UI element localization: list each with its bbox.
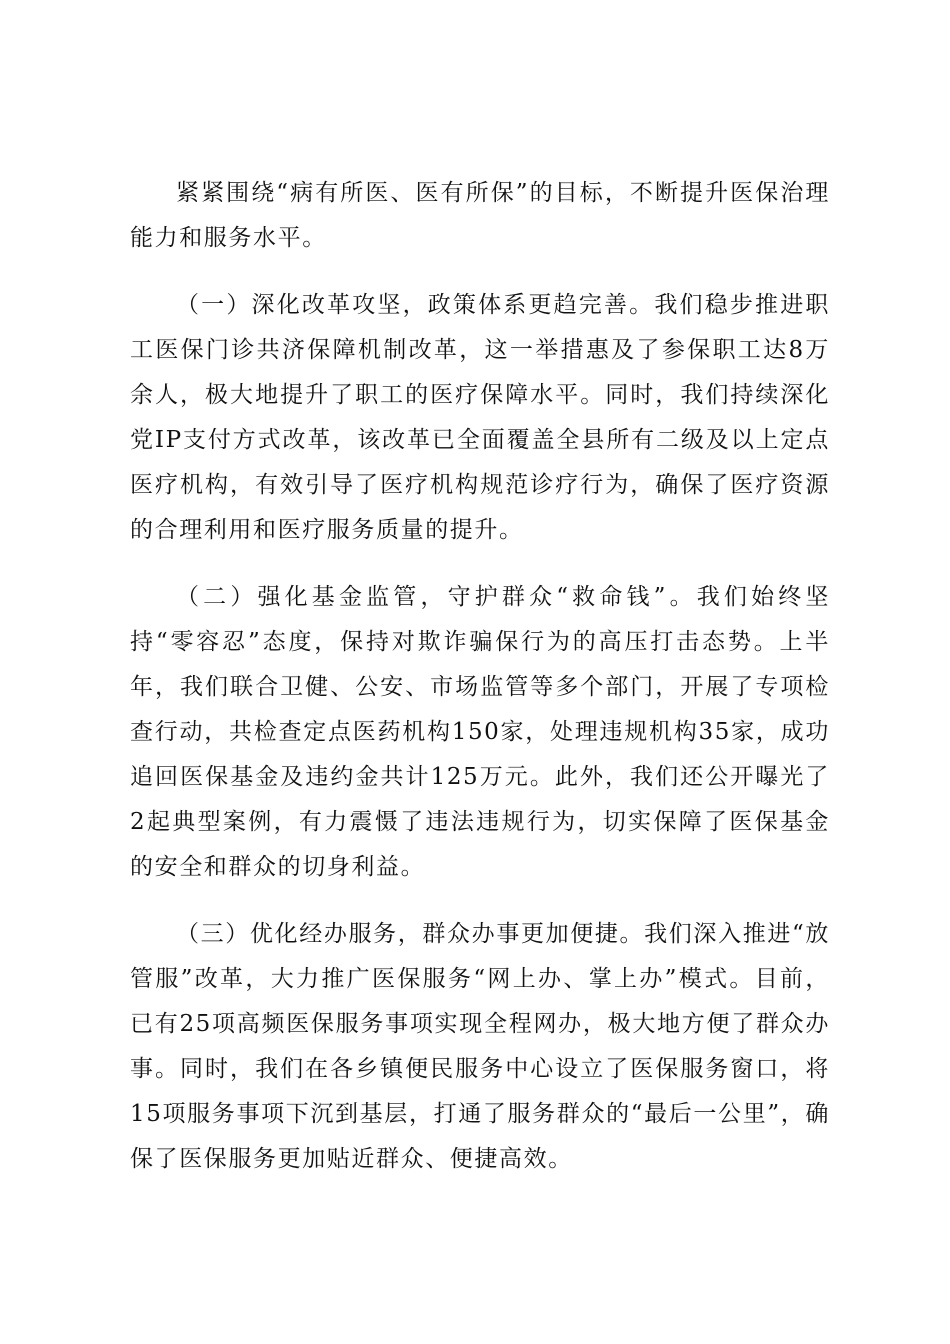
document-body xyxy=(130,171,830,1182)
paragraph-fund-supervision: （二）强化基金监管，守护群众“救命钱”。我们始终坚持“零容忍”态度，保持对欺诈骗保行为的高压打击态势。上半年，我们联合卫健、公安、市场监管等多个部门，开展了专项检查行动，共检查定点医药机构150家，处理违规机构35家，成功追回医保基金及违约金共计125万元。此外，我们还公开曝光了2起典型案例，有力震慑了违法违规行为，切实保障了医保基金的安全和群众的切身利益。 xyxy=(130,584,830,880)
paragraph-service: （三）优化经办服务，群众办事更加便捷。我们深入推进“放管服”改革，大力推广医保服务“网上办、掌上办”模式。目前，已有25项高频医保服务事项实现全程网办，极大地方便了群众办事。同时，我们在各乡镇便民服务中心设立了医保服务窗口，将15项服务事项下沉到基层，打通了服务群众的“最后一公里”，确保了医保服务更加贴近群众、便捷高效。 xyxy=(130,921,830,1172)
paragraph-reform: （一）深化改革攻坚，政策体系更趋完善。我们稳步推进职工医保门诊共济保障机制改革，这一举措惠及了参保职工达8万余人，极大地提升了职工的医疗保障水平。同时，我们持续深化党IP支付方式改革，该改革已全面覆盖全县所有二级及以上定点医疗机构，有效引导了医疗机构规范诊疗行为，确保了医疗资源的合理利用和医疗服务质量的提升。 xyxy=(130,292,830,543)
paragraph-intro: 紧紧围绕“病有所医、医有所保”的目标，不断提升医保治理能力和服务水平。 xyxy=(130,180,830,251)
